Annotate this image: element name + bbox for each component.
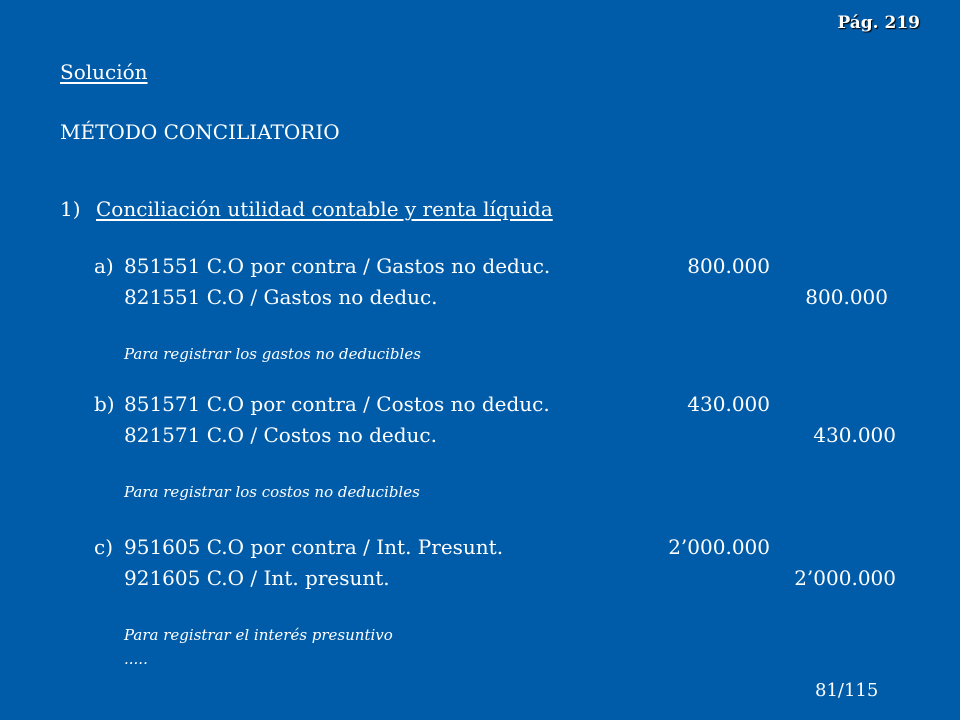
credit-amount: 800.000 (805, 285, 888, 309)
section-number: 1) (60, 197, 81, 221)
page-reference: Pág. 219 (837, 13, 920, 33)
debit-account: 851551 C.O por contra / Gastos no deduc. (124, 254, 551, 278)
debit-account: 951605 C.O por contra / Int. Presunt. (124, 535, 504, 559)
debit-amount: 800.000 (687, 254, 770, 278)
entry-note: Para registrar los gastos no deducibles (124, 345, 421, 363)
debit-account: 851571 C.O por contra / Costos no deduc. (124, 392, 550, 416)
entry-letter: c) (94, 535, 114, 559)
ellipsis-text: ..... (124, 650, 148, 668)
credit-amount: 2’000.000 (794, 566, 896, 590)
method-heading: MÉTODO CONCILIATORIO (60, 120, 340, 144)
credit-account: 921605 C.O / Int. presunt. (124, 566, 390, 590)
solution-heading: Solución (60, 60, 148, 84)
entry-letter: a) (94, 254, 114, 278)
credit-amount: 430.000 (813, 423, 896, 447)
credit-account: 821571 C.O / Costos no deduc. (124, 423, 437, 447)
debit-amount: 430.000 (687, 392, 770, 416)
section-title: Conciliación utilidad contable y renta líquida (96, 197, 553, 221)
debit-amount: 2’000.000 (668, 535, 770, 559)
entry-note: Para registrar el interés presuntivo (124, 626, 393, 644)
credit-account: 821551 C.O / Gastos no deduc. (124, 285, 438, 309)
entry-note: Para registrar los costos no deducibles (124, 483, 420, 501)
entry-letter: b) (94, 392, 115, 416)
slide-counter: 81/115 (815, 680, 879, 701)
